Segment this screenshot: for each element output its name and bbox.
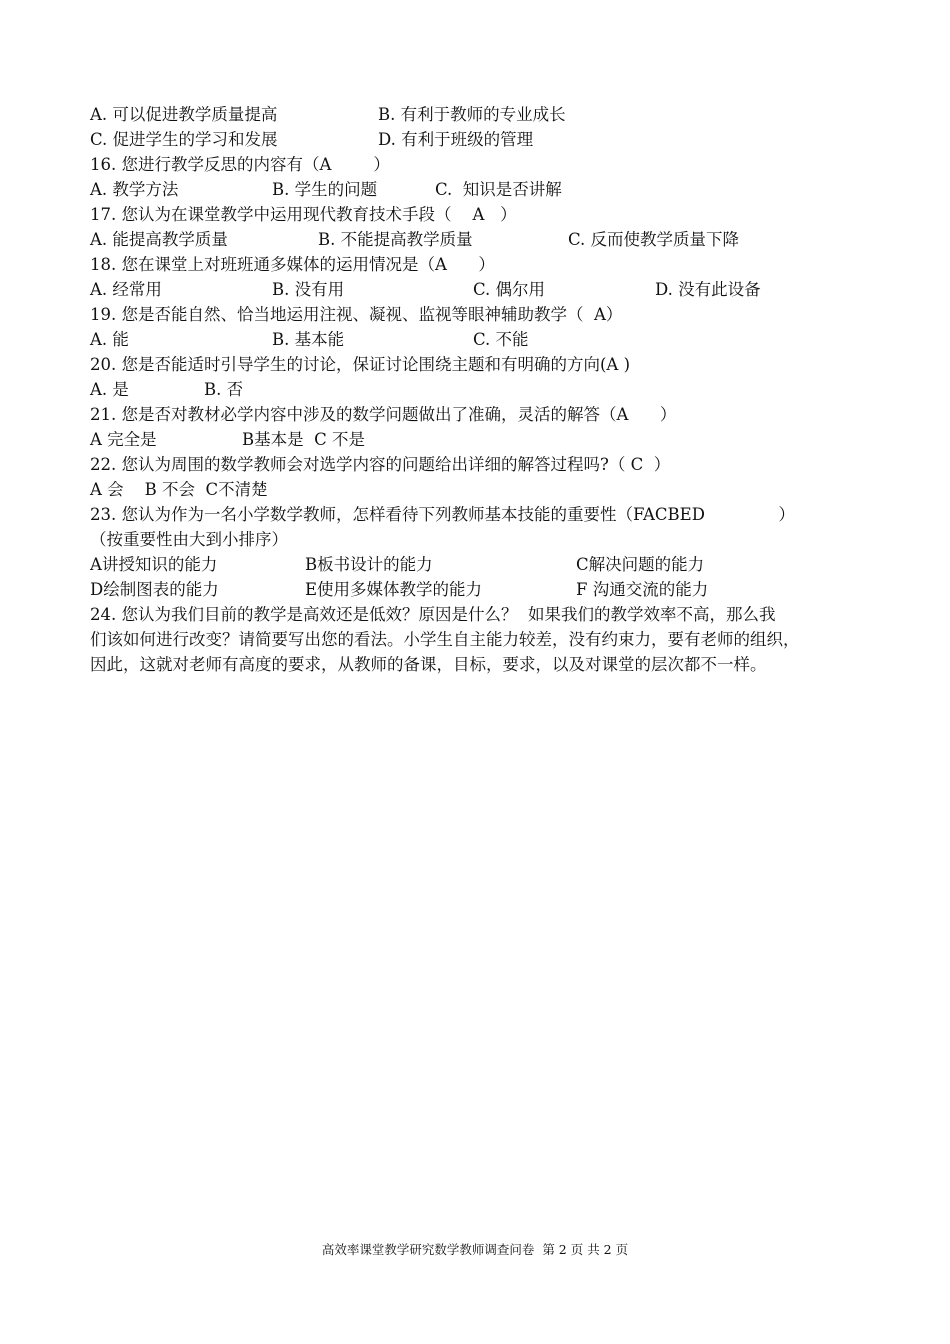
option-text: B. 没有用 (272, 280, 345, 299)
option-row (90, 552, 870, 577)
page-footer: 高效率课堂教学研究数学教师调查问卷 第 2 页 共 2 页 (321, 1242, 629, 1257)
option-text: B. 基本能 (272, 330, 345, 349)
text-line: A 会 B 不会 C不清楚 (90, 480, 268, 499)
option-text: A. 能 (90, 330, 129, 349)
text-line: 22. 您认为周围的数学教师会对选学内容的问题给出详细的解答过程吗?（ C ） (90, 455, 671, 474)
option-row (90, 127, 870, 152)
text-line: 18. 您在课堂上对班班通多媒体的运用情况是（A ） (90, 255, 495, 274)
text-line: 23. 您认为作为一名小学数学教师，怎样看待下列教师基本技能的重要性（FACBED ） (90, 505, 795, 524)
option-text: B基本是 C 不是 (242, 430, 365, 449)
option-row (90, 177, 870, 202)
text-line: 因此，这就对老师有高度的要求，从教师的备课，目标，要求，以及对课堂的层次都不一样。 (90, 655, 767, 674)
text-line: 16. 您进行教学反思的内容有（A ） (90, 155, 390, 174)
option-text: C解决问题的能力 (576, 555, 705, 574)
option-row (90, 327, 870, 352)
option-text: D. 没有此设备 (655, 280, 761, 299)
option-text: B. 不能提高教学质量 (318, 230, 473, 249)
text-line: 21. 您是否对教材必学内容中涉及的数学问题做出了准确，灵活的解答（A ） (90, 405, 677, 424)
option-text: E使用多媒体教学的能力 (305, 580, 483, 599)
option-row (90, 427, 870, 452)
option-row (90, 227, 870, 252)
option-text: C. 不能 (473, 330, 529, 349)
text-line: 19. 您是否能自然、恰当地运用注视、凝视、监视等眼神辅助教学（ A） (90, 305, 623, 324)
text-line: 24. 您认为我们目前的教学是高效还是低效？原因是什么？ 如果我们的教学效率不高，那么我 (90, 605, 776, 624)
option-row (90, 277, 870, 302)
option-text: A. 能提高教学质量 (90, 230, 228, 249)
option-row (90, 577, 870, 602)
option-text: C. 促进学生的学习和发展 (90, 130, 278, 149)
option-row (90, 102, 870, 127)
option-text: F 沟通交流的能力 (576, 580, 709, 599)
option-text: A. 教学方法 (90, 180, 179, 199)
text-line: 17. 您认为在课堂教学中运用现代教育技术手段（ A ） (90, 205, 517, 224)
text-line: 们该如何进行改变？请简要写出您的看法。小学生自主能力较差，没有约束力，要有老师的组织， (90, 630, 800, 649)
option-text: A. 是 (90, 380, 129, 399)
option-text: C. 偶尔用 (473, 280, 546, 299)
option-text: A. 可以促进教学质量提高 (90, 105, 278, 124)
option-text: B. 否 (204, 380, 244, 399)
option-text: A. 经常用 (90, 280, 162, 299)
text-line: （按重要性由大到小排序） (90, 530, 288, 549)
option-row (90, 377, 870, 402)
option-text: A 完全是 (90, 430, 157, 449)
option-text: B板书设计的能力 (305, 555, 433, 574)
option-text: C. 知识是否讲解 (435, 180, 562, 199)
text-line: 20. 您是否能适时引导学生的讨论，保证讨论围绕主题和有明确的方向(A ) (90, 355, 631, 374)
option-text: A讲授知识的能力 (90, 555, 218, 574)
option-text: B. 有利于教师的专业成长 (378, 105, 566, 124)
option-text: B. 学生的问题 (272, 180, 378, 199)
option-text: D绘制图表的能力 (90, 580, 219, 599)
option-text: C. 反而使教学质量下降 (568, 230, 740, 249)
option-text: D. 有利于班级的管理 (378, 130, 534, 149)
